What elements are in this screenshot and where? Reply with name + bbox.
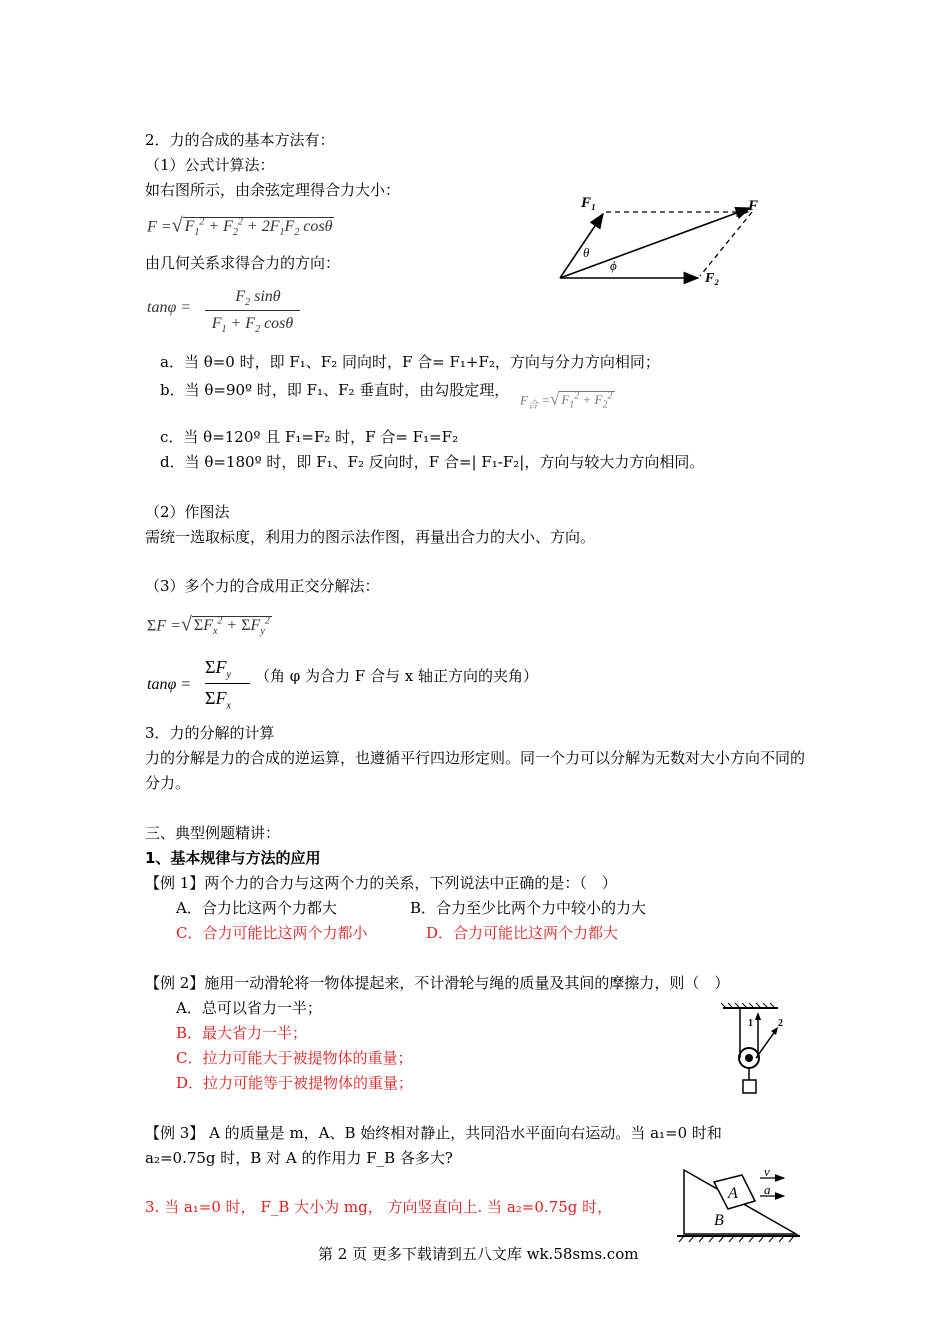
section-3-text: 力的分解是力的合成的逆运算，也遵循平行四边形定则。同一个力可以分解为无数对大小方向不同的分力。 — [145, 749, 806, 792]
example-3-stem-line-2: a₂=0.75g 时，B 对 A 的作用力 F_B 各多大? — [145, 1149, 453, 1167]
method-2-text: 需统一选取标度，利用力的图示法作图，再量出合力的大小、方向。 — [145, 528, 596, 546]
label-v: v — [764, 1164, 770, 1179]
formula-sum-f: ΣF =√ $\Sigma F_x^2 + \Sigma F_y^2$ — [147, 613, 270, 638]
label-f: F — [748, 198, 759, 214]
example-1-stem: 【例 1】两个力的合力与这两个力的关系，下列说法中正确的是：（ ） — [145, 874, 617, 892]
tan-phi-note: （角 φ 为合力 F 合与 x 轴正方向的夹角） — [255, 667, 538, 685]
part-3-heading: 三、典型例题精讲： — [145, 824, 281, 842]
formula-tan-phi-numerator: $F_2$ sinθ — [235, 288, 281, 309]
example-2-option-a: A．总可以省力一半； — [176, 999, 322, 1017]
section-heading-2: 2．力的合成的基本方法有： — [145, 131, 335, 149]
example-1-option-d: D．合力可能比这两个力都大 — [426, 924, 619, 942]
case-a: a．当 θ=0 时，即 F₁、F₂ 同向时，F 合= F₁+F₂，方向与分力方向相同； — [160, 353, 660, 371]
formula-tan-phi-2-numerator: $\Sigma F_y$ — [205, 657, 231, 681]
example-3-stem-line-1: 【例 3】 A 的质量是 m，A、B 始终相对静止，共同沿水平面向右运动。当 a₁=0 时和 — [145, 1124, 722, 1142]
method-1-title: （1）公式计算法： — [145, 156, 275, 174]
example-1-option-c: C．合力可能比这两个力都小 — [176, 924, 368, 942]
method-3-title: （3）多个力的合成用正交分解法： — [145, 577, 380, 595]
dashed-line-right — [700, 212, 752, 276]
case-d: d．当 θ=180º 时，即 F₁、F₂ 反向时，F 合=| F₁-F₂|，方向与较大力方向相同。 — [160, 453, 705, 471]
formula-pythagoras: $F_合$ =√ $F_1^2 + F_2^2$ — [520, 389, 613, 411]
fraction-bar-2 — [205, 683, 250, 684]
pulley-diagram — [718, 1000, 808, 1105]
label-block-b: B — [714, 1212, 724, 1229]
pulley-label-2: 2 — [778, 1018, 783, 1029]
fraction-bar — [205, 310, 300, 311]
label-a: a — [764, 1182, 771, 1197]
page-footer: 第 2 页 更多下载请到五八文库 wk.58sms.com — [318, 1245, 639, 1263]
label-f2: F₂ — [705, 271, 720, 286]
formula-tan-phi-2-denominator: $\Sigma F_x$ — [205, 688, 231, 712]
method-1-intro: 如右图所示，由余弦定理得合力大小： — [145, 181, 401, 199]
part-3-subheading: 1、基本规律与方法的应用 — [145, 849, 321, 867]
case-b: b．当 θ=90º 时，即 F₁、F₂ 垂直时，由勾股定理， — [160, 381, 510, 399]
example-2-option-c: C．拉力可能大于被提物体的重量； — [176, 1049, 413, 1067]
label-f1: F₁ — [581, 195, 597, 211]
pulley-label-1: 1 — [748, 1018, 753, 1029]
formula-tan-phi-denominator: $F_1 + F_2$ cosθ — [211, 315, 294, 336]
section-heading-3: 3．力的分解的计算 — [145, 724, 275, 742]
example-1-option-a: A．合力比这两个力都大 — [176, 899, 337, 917]
vector-f1-arrow — [560, 214, 603, 278]
example-3-answer: 3. 当 a₁=0 时， F_B 大小为 mg， 方向竖直向上. 当 a₂=0.75g 时， — [145, 1198, 613, 1216]
example-2-option-b: B．最大省力一半； — [176, 1024, 308, 1042]
formula-resultant-magnitude: F =√ $F_1^2 + F_2^2 + 2F_1F_2$ cosθ — [147, 214, 333, 239]
example-2-option-d: D．拉力可能等于被提物体的重量； — [176, 1074, 414, 1092]
label-phi: ϕ — [610, 258, 617, 273]
vector-f-arrow — [560, 208, 750, 278]
formula-tan-phi-2-label: tanφ = — [147, 676, 192, 693]
example-2-stem: 【例 2】施用一动滑轮将一物体提起来，不计滑轮与绳的质量及其间的摩擦力，则（ ） — [145, 974, 730, 992]
formula-tan-phi-label: tanφ = — [147, 299, 192, 316]
direction-intro: 由几何关系求得合力的方向： — [145, 254, 341, 272]
force-parallelogram-diagram — [550, 188, 780, 290]
case-c: c．当 θ=120º 且 F₁=F₂ 时，F 合= F₁=F₂ — [160, 428, 459, 446]
example-1-option-b: B．合力至少比两个力中较小的力大 — [410, 899, 647, 917]
method-2-title: （2）作图法 — [145, 503, 230, 521]
label-block-a: A — [728, 1185, 738, 1202]
incline-diagram — [672, 1162, 802, 1247]
label-theta: θ — [583, 245, 590, 260]
